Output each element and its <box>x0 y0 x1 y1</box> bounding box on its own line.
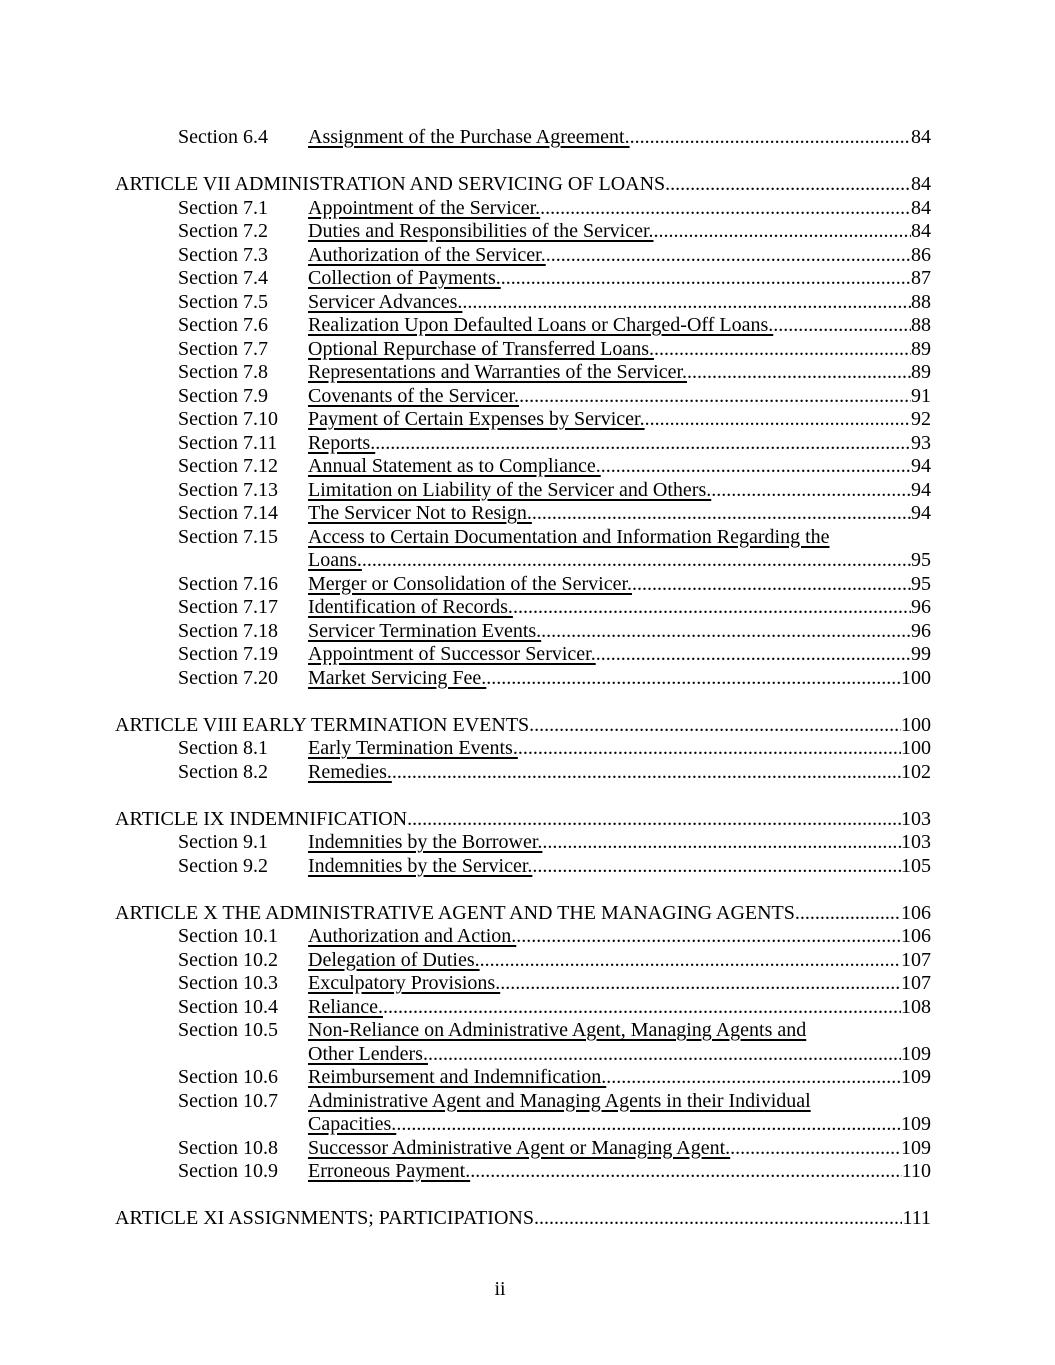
toc-section-label: Section 7.17 <box>178 596 278 618</box>
toc-section-page: 89 <box>911 361 931 383</box>
toc-article-page: 111 <box>902 1207 931 1229</box>
toc-dot-leader <box>392 761 901 785</box>
toc-section-page: 109 <box>901 1042 931 1065</box>
toc-section-label: Section 7.5 <box>178 290 268 313</box>
toc-section-link[interactable]: Limitation on Liability of the Servicer and Others. <box>308 478 712 501</box>
toc-section-page: 84 <box>911 126 931 148</box>
toc-section-page: 96 <box>911 619 931 642</box>
toc-section-row <box>115 126 931 150</box>
toc-dot-leader <box>470 1160 902 1184</box>
toc-dot-leader <box>596 643 911 667</box>
toc-dot-leader <box>428 1043 901 1067</box>
toc-section-label: Section 7.2 <box>178 220 268 242</box>
toc-dot-leader <box>532 502 911 526</box>
toc-section-label: Section 7.3 <box>178 243 268 266</box>
toc-article-title: ARTICLE VIII EARLY TERMINATION EVENTS <box>115 713 530 736</box>
toc-section-label: Section 7.13 <box>178 478 278 501</box>
page-number-footer: ii <box>494 1278 506 1300</box>
toc-section-row <box>115 831 931 855</box>
toc-section-row <box>115 291 931 315</box>
toc-gap <box>115 690 931 714</box>
toc-section-row <box>115 1113 931 1137</box>
toc-section-page: 95 <box>911 572 931 595</box>
toc-dot-leader <box>501 267 911 291</box>
toc-section-page: 107 <box>901 948 931 971</box>
toc-section-row <box>115 949 931 973</box>
toc-section-link[interactable]: Capacities. <box>308 1113 397 1135</box>
toc-section-link[interactable]: Exculpatory Provisions. <box>308 972 501 994</box>
toc-section-label: Section 6.4 <box>178 126 268 148</box>
toc-section-label: Section 7.11 <box>178 431 278 454</box>
toc-section-link[interactable]: Optional Repurchase of Transferred Loans. <box>308 337 655 360</box>
toc-section-page: 95 <box>911 549 931 571</box>
toc-section-link[interactable]: Servicer Advances. <box>308 290 463 313</box>
toc-section-link[interactable]: Access to Certain Documentation and Information Regarding the <box>308 525 830 548</box>
toc-section-page: 99 <box>911 643 931 665</box>
toc-section-label: Section 10.7 <box>178 1089 278 1112</box>
toc-section-page: 106 <box>901 925 931 947</box>
toc-section-page: 94 <box>911 478 931 501</box>
toc-section-label: Section 10.1 <box>178 925 278 947</box>
toc-section-page: 108 <box>901 995 931 1018</box>
toc-section-label: Section 7.1 <box>178 196 268 219</box>
toc-section-link[interactable]: Servicer Termination Events. <box>308 619 542 642</box>
toc-dot-leader <box>534 1207 903 1231</box>
toc-section-page: 84 <box>911 220 931 242</box>
toc-section-link[interactable]: Indemnities by the Borrower. <box>308 831 543 853</box>
toc-dot-leader <box>730 1137 901 1161</box>
toc-section-link[interactable]: Collection of Payments. <box>308 267 501 289</box>
toc-section-link[interactable]: Appointment of the Servicer. <box>308 196 541 219</box>
toc-section-page: 109 <box>901 1113 931 1135</box>
toc-section-row <box>115 455 931 479</box>
toc-section-label: Section 7.14 <box>178 502 278 524</box>
toc-section-row <box>115 925 931 949</box>
toc-section-page: 87 <box>911 267 931 289</box>
toc-article-row <box>115 714 931 738</box>
toc-article-page: 100 <box>901 713 931 736</box>
toc-dot-leader <box>519 385 911 409</box>
toc-dot-leader <box>687 361 911 385</box>
toc-dot-leader <box>480 949 901 973</box>
toc-dot-leader <box>513 596 911 620</box>
toc-article-page: 103 <box>901 807 931 830</box>
toc-article-row <box>115 1207 931 1231</box>
toc-section-link[interactable]: Assignment of the Purchase Agreement. <box>308 126 630 148</box>
toc-section-label: Section 7.18 <box>178 619 278 642</box>
toc-section-row <box>115 502 931 526</box>
toc-section-label: Section 7.10 <box>178 408 278 430</box>
toc-section-row <box>115 385 931 409</box>
toc-section-row <box>115 643 931 667</box>
toc-section-row <box>115 761 931 785</box>
toc-section-link[interactable]: Administrative Agent and Managing Agents in their Individual <box>308 1089 811 1112</box>
toc-section-label: Section 7.9 <box>178 384 268 407</box>
toc-section-link[interactable]: Duties and Responsibilities of the Servicer. <box>308 220 654 242</box>
toc-section-link[interactable]: Early Termination Events. <box>308 737 518 759</box>
toc-article-title: ARTICLE IX INDEMNIFICATION <box>115 807 408 830</box>
toc-dot-leader <box>532 855 901 879</box>
toc-section-link[interactable]: Erroneous Payment. <box>308 1160 471 1182</box>
toc-dot-leader <box>654 338 911 362</box>
toc-section-row <box>115 432 931 456</box>
toc-dot-leader <box>606 1066 901 1090</box>
toc-section-page: 91 <box>911 384 931 407</box>
toc-article-page: 84 <box>911 173 931 195</box>
toc-section-link[interactable]: Representations and Warranties of the Servicer. <box>308 361 688 383</box>
toc-section-page: 84 <box>911 196 931 219</box>
toc-section-link[interactable]: Payment of Certain Expenses by Servicer. <box>308 408 645 430</box>
toc-dot-leader <box>542 831 901 855</box>
toc-dot-leader <box>407 808 901 832</box>
toc-section-page: 100 <box>901 737 931 759</box>
toc-section-label: Section 10.3 <box>178 972 278 994</box>
toc-section-link[interactable]: Identification of Records. <box>308 596 513 618</box>
toc-gap <box>115 878 931 902</box>
toc-section-row <box>115 573 931 597</box>
toc-section-link[interactable]: Reimbursement and Indemnification. <box>308 1066 607 1088</box>
toc-section-link[interactable]: Other Lenders. <box>308 1042 428 1065</box>
toc-dot-leader <box>645 408 911 432</box>
toc-dot-leader <box>795 902 901 926</box>
toc-section-link[interactable]: Remedies. <box>308 760 392 783</box>
toc-article-title: ARTICLE X THE ADMINISTRATIVE AGENT AND THE MANAGING AGENTS <box>115 901 795 924</box>
toc-article-row <box>115 808 931 832</box>
toc-section-row <box>115 1019 931 1043</box>
toc-section-page: 88 <box>911 314 931 336</box>
toc-section-row <box>115 855 931 879</box>
toc-section-label: Section 9.2 <box>178 854 268 877</box>
toc-section-row <box>115 1137 931 1161</box>
toc-section-row <box>115 338 931 362</box>
toc-dot-leader <box>516 925 901 949</box>
toc-section-link[interactable]: Market Servicing Fee. <box>308 666 487 689</box>
toc-section-link[interactable]: Reliance. <box>308 995 383 1018</box>
toc-section-label: Section 7.15 <box>178 525 278 548</box>
toc-dot-leader <box>665 173 911 197</box>
toc-section-link[interactable]: Merger or Consolidation of the Servicer. <box>308 572 633 595</box>
toc-article-row <box>115 173 931 197</box>
toc-dot-leader <box>546 244 911 268</box>
toc-article-row <box>115 902 931 926</box>
toc-section-row <box>115 267 931 291</box>
toc-section-link[interactable]: Covenants of the Servicer. <box>308 384 520 407</box>
toc-section-label: Section 7.16 <box>178 572 278 595</box>
toc-section-page: 94 <box>911 502 931 524</box>
toc-section-label: Section 8.1 <box>178 737 268 759</box>
toc-gap <box>115 784 931 808</box>
toc-section-row <box>115 1160 931 1184</box>
toc-section-label: Section 7.19 <box>178 643 278 665</box>
toc-section-page: 109 <box>901 1066 931 1088</box>
toc-section-row <box>115 197 931 221</box>
toc-section-label: Section 7.20 <box>178 666 278 689</box>
toc-section-page: 88 <box>911 290 931 313</box>
toc-dot-leader <box>632 573 911 597</box>
toc-section-link[interactable]: Appointment of Successor Servicer. <box>308 643 596 665</box>
toc-dot-leader <box>375 432 911 456</box>
toc-dot-leader <box>773 314 911 338</box>
toc-gap <box>115 1184 931 1208</box>
toc-section-label: Section 7.6 <box>178 314 268 336</box>
toc-section-page: 109 <box>901 1136 931 1159</box>
toc-section-link[interactable]: Indemnities by the Servicer. <box>308 854 533 877</box>
toc-section-label: Section 7.12 <box>178 455 278 477</box>
toc-dot-leader <box>540 197 911 221</box>
toc-section-link[interactable]: Loans. <box>308 549 362 571</box>
toc-section-label: Section 10.2 <box>178 948 278 971</box>
toc-section-label: Section 8.2 <box>178 760 268 783</box>
toc-section-row <box>115 244 931 268</box>
toc-list <box>115 126 931 1231</box>
toc-section-row <box>115 526 931 550</box>
toc-section-row <box>115 361 931 385</box>
table-of-contents <box>115 126 931 1231</box>
toc-section-label: Section 7.4 <box>178 267 268 289</box>
toc-section-label: Section 10.8 <box>178 1136 278 1159</box>
toc-dot-leader <box>462 291 911 315</box>
toc-dot-leader <box>518 737 901 761</box>
toc-section-row <box>115 620 931 644</box>
toc-dot-leader <box>383 996 901 1020</box>
toc-section-page: 96 <box>911 596 931 618</box>
toc-section-page: 110 <box>901 1160 931 1182</box>
toc-section-row <box>115 667 931 691</box>
toc-section-link[interactable]: Authorization of the Servicer. <box>308 243 546 266</box>
toc-dot-leader <box>541 620 911 644</box>
toc-section-link[interactable]: Authorization and Action. <box>308 925 517 947</box>
toc-section-row <box>115 972 931 996</box>
toc-section-link[interactable]: Annual Statement as to Compliance. <box>308 455 601 477</box>
toc-section-row <box>115 596 931 620</box>
toc-section-page: 93 <box>911 431 931 454</box>
toc-dot-leader <box>396 1113 901 1137</box>
toc-dot-leader <box>711 479 911 503</box>
toc-dot-leader <box>654 220 912 244</box>
toc-dot-leader <box>362 549 911 573</box>
toc-section-page: 92 <box>911 408 931 430</box>
toc-section-page: 105 <box>901 854 931 877</box>
toc-section-label: Section 10.9 <box>178 1160 278 1182</box>
toc-gap <box>115 150 931 174</box>
toc-section-label: Section 10.4 <box>178 995 278 1018</box>
toc-article-title: ARTICLE XI ASSIGNMENTS; PARTICIPATIONS <box>115 1207 534 1229</box>
toc-section-label: Section 7.8 <box>178 361 268 383</box>
toc-section-row <box>115 408 931 432</box>
toc-section-page: 89 <box>911 337 931 360</box>
toc-section-link[interactable]: Successor Administrative Agent or Managing Agent. <box>308 1136 731 1159</box>
toc-section-row <box>115 996 931 1020</box>
toc-dot-leader <box>486 667 901 691</box>
toc-section-link[interactable]: The Servicer Not to Resign. <box>308 502 532 524</box>
toc-section-link[interactable]: Reports. <box>308 431 376 454</box>
toc-section-row <box>115 220 931 244</box>
toc-dot-leader <box>529 714 901 738</box>
toc-section-row <box>115 314 931 338</box>
toc-section-label: Section 10.5 <box>178 1019 278 1041</box>
toc-section-page: 100 <box>901 666 931 689</box>
toc-section-page: 102 <box>901 760 931 783</box>
toc-section-row <box>115 737 931 761</box>
toc-section-label: Section 9.1 <box>178 831 268 853</box>
toc-dot-leader <box>500 972 901 996</box>
toc-section-row <box>115 1043 931 1067</box>
toc-section-row <box>115 479 931 503</box>
toc-dot-leader <box>630 126 911 150</box>
toc-section-page: 94 <box>911 455 931 477</box>
toc-section-page: 107 <box>901 972 931 994</box>
toc-section-link[interactable]: Delegation of Duties. <box>308 948 480 971</box>
toc-section-link[interactable]: Non-Reliance on Administrative Agent, Managing Agents and <box>308 1019 807 1041</box>
toc-section-label: Section 7.7 <box>178 337 268 360</box>
toc-section-row <box>115 549 931 573</box>
toc-dot-leader <box>601 455 911 479</box>
toc-section-label: Section 10.6 <box>178 1066 278 1088</box>
toc-section-page: 86 <box>911 243 931 266</box>
toc-article-title: ARTICLE VII ADMINISTRATION AND SERVICING OF LOANS <box>115 173 666 195</box>
toc-section-row <box>115 1066 931 1090</box>
toc-article-page: 106 <box>901 901 931 924</box>
toc-section-page: 103 <box>901 831 931 853</box>
toc-section-row <box>115 1090 931 1114</box>
toc-section-link[interactable]: Realization Upon Defaulted Loans or Charged-Off Loans. <box>308 314 774 336</box>
